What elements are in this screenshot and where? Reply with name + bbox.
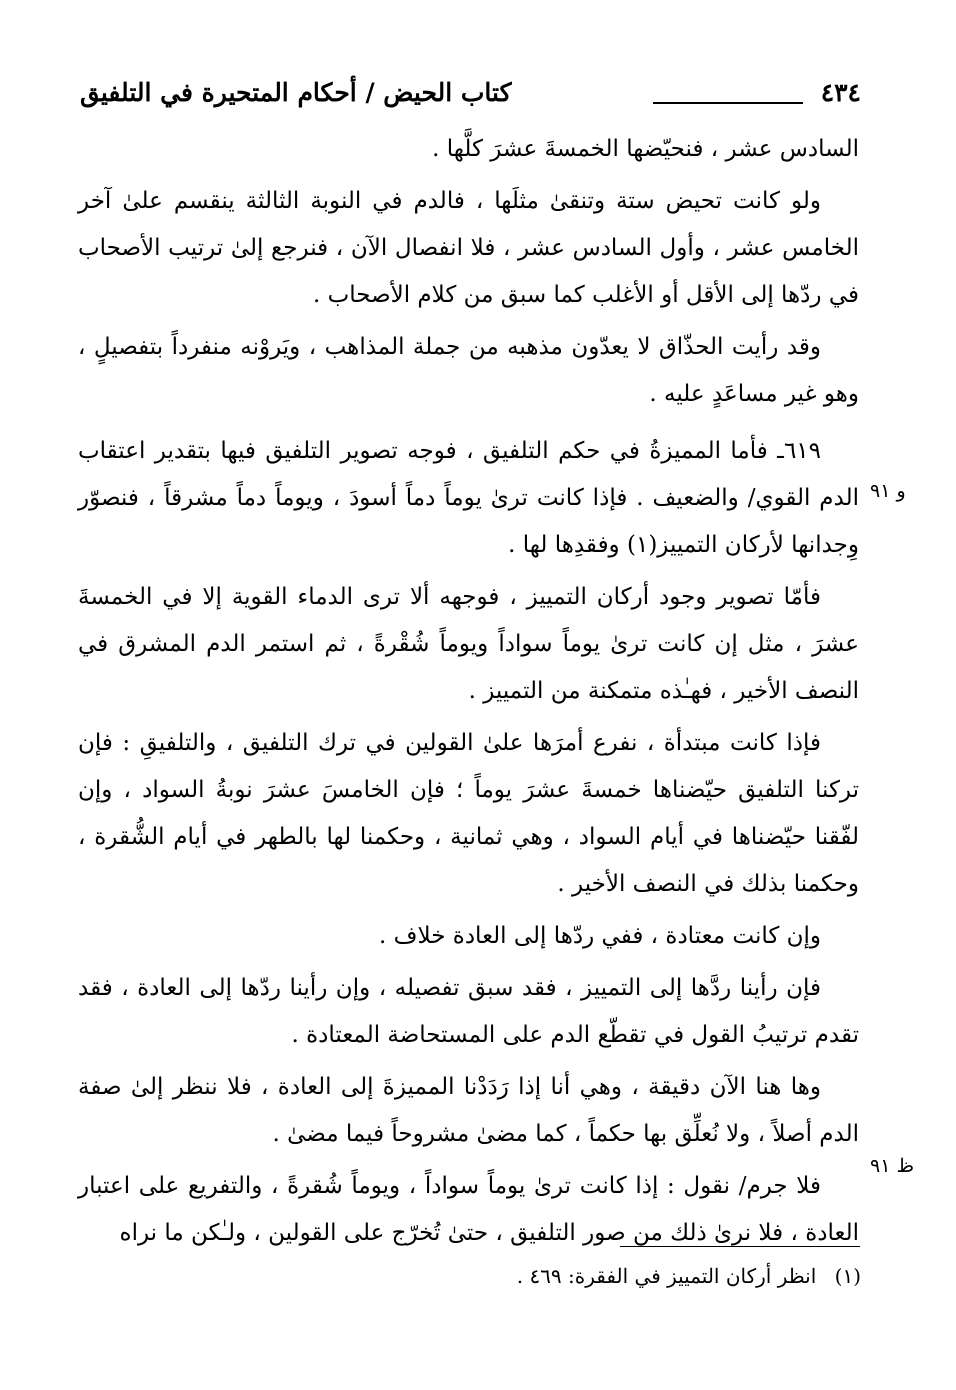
paragraph: فلا جرم/ نقول : إذا كانت ترىٰ يوماً سواداً ، ويوماً شُقرةً ، والتفريع على اعتبار العادة ، فلا نرىٰ ذلك من صور التلفيق ، حتىٰ تُخرّج على القولين ، ولـٰكن ما نراه [78, 1173, 859, 1246]
margin-note-folio: و ٩١ [870, 480, 906, 502]
footnote-text: انظر أركان التمييز في الفقرة: ٤٦٩ . [516, 1264, 817, 1288]
paragraph: ولو كانت تحيض ستة وتنقىٰ مثلَها ، فالدم في النوبة الثالثة ينقسم علىٰ آخر الخامس عشر ، وأول السادس عشر ، فلا انفصال الآن ، فنرجع إلىٰ ترتيب الأصحاب في ردّها إلى الأقل أو الأغلب كما سبق من كلام الأصحاب . [78, 188, 859, 308]
paragraph: فأمّا تصوير وجود أركان التمييز ، فوجهه ألا ترى الدماء القوية إلا في الخمسةَ عشرَ ، مثل إن كانت ترىٰ يوماً سواداً ويوماً شُقْرةً ، ثم استمر الدم المشرق في النصف الأخير ، فهـٰذه متمكنة من التمييز . [78, 584, 859, 704]
header-title: كتاب الحيض / أحكام المتحيرة في التلفيق [80, 78, 512, 107]
footnote-rule [620, 1246, 860, 1247]
running-header [80, 78, 861, 118]
paragraph: فإن رأينا ردَّها إلى التمييز ، فقد سبق تفصيله ، وإن رأينا ردّها إلى العادة ، فقد تقدم ترتيبُ القول في تقطّع الدم على المستحاضة المعتادة . [78, 975, 859, 1048]
paragraph: فإذا كانت مبتدأة ، نفرع أمرَها علىٰ القولين في ترك التلفيق ، والتلفيقِ : فإن تركنا التلفيق حيّضناها خمسةَ عشرَ يوماً ؛ فإن الخامسَ عشرَ نوبةُ السواد ، وإن لفّقنا حيّضناها في أيام السواد ، وهي ثمانية ، وحكمنا لها بالطهر في أيام الشُّقرة ، وحكمنا بذلك في النصف الأخير . [78, 730, 859, 897]
footnote [517, 1264, 861, 1288]
paragraph: وإن كانت معتادة ، ففي ردّها إلى العادة خلاف . [379, 923, 821, 949]
paragraph: السادس عشر ، فنحيّضها الخمسةَ عشرَ كلَّها . [432, 136, 859, 162]
paragraph: وقد رأيت الحذّاق لا يعدّون مذهبه من جملة المذاهب ، ويَروْنه منفرداً بتفصيلٍ ، وهو غير مساعَدٍ عليه . [78, 334, 859, 407]
page-number: ٤٣٤ [820, 78, 861, 107]
paragraph-section-619: ٦١٩ـ فأما المميزةُ في حكم التلفيق ، فوجه تصوير التلفيق فيها بتقدير اعتقاب الدم القوي/ والضعيف . فإذا كانت ترىٰ يوماً دماً أسودَ ، ويوماً دماً مشرقاً ، فنصوّر وِجدانها لأركان التمييز(١) وفقدِها لها . [78, 438, 859, 558]
paragraph: وها هنا الآن دقيقة ، وهي أنا إذا رَدَدْنا المميزةَ إلى العادة ، فلا ننظر إلىٰ صفة الدم أصلاً ، ولا نُعلِّق بها حكماً ، كما مضىٰ مشروحاً فيما مضىٰ . [78, 1074, 859, 1147]
footnote-marker: (١) [834, 1264, 861, 1288]
header-rule [653, 102, 803, 104]
margin-note-folio: ظ ٩١ [870, 1155, 915, 1177]
body-text [78, 126, 859, 1262]
